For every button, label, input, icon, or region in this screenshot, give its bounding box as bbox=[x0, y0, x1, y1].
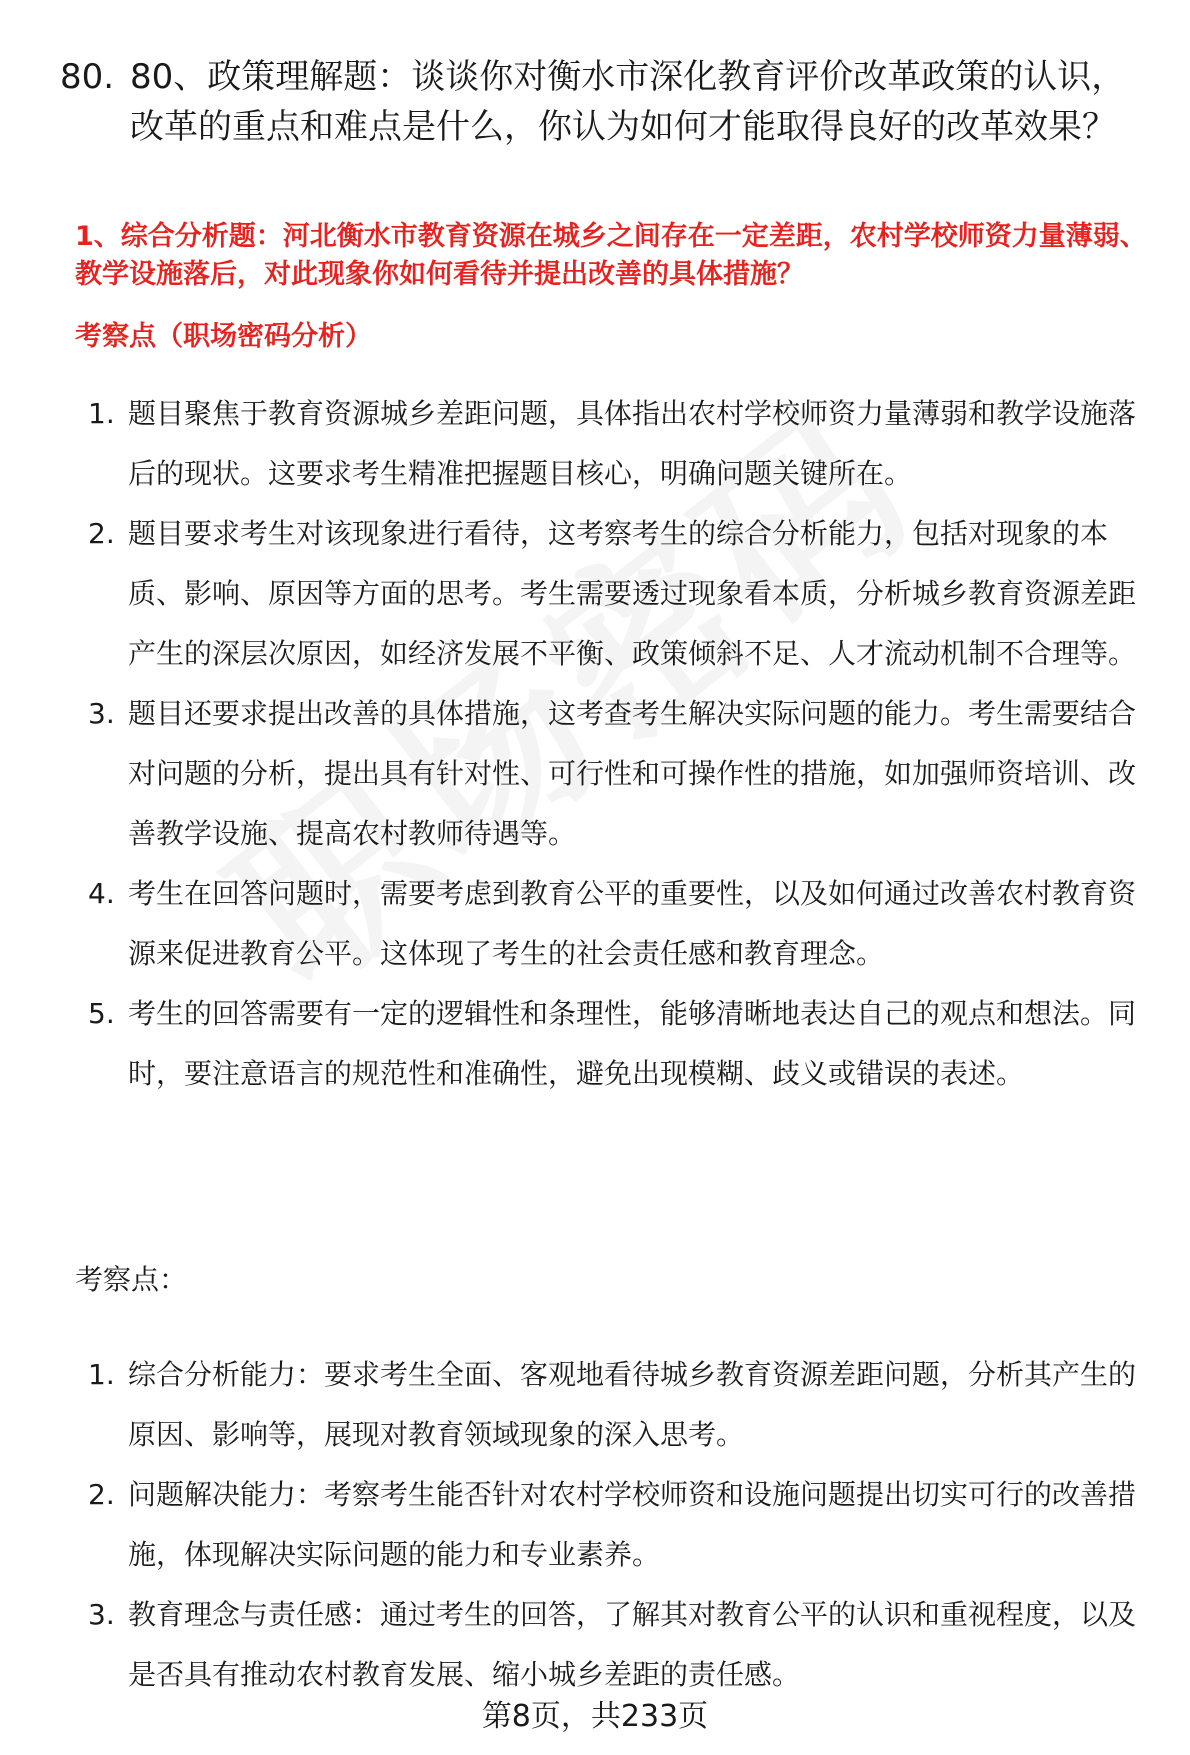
list-item bbox=[0, 384, 1148, 504]
question-text: 80、政策理解题：谈谈你对衡水市深化教育评价改革政策的认识，改革的重点和难点是什么，你认为如何才能取得良好的改革效果？ bbox=[130, 57, 1126, 147]
analysis-list bbox=[0, 384, 1148, 1104]
list-item-text: 考生的回答需要有一定的逻辑性和条理性，能够清晰地表达自己的观点和想法。同时，要注意语言的规范性和准确性，避免出现模糊、歧义或错误的表述。 bbox=[128, 997, 1137, 1090]
list-item-text: 题目还要求提出改善的具体措施，这考查考生解决实际问题的能力。考生需要结合对问题的分析，提出具有针对性、可行性和可操作性的措施，如加强师资培训、改善教学设施、提高农村教师待遇等。 bbox=[128, 697, 1137, 850]
list-item-text: 教育理念与责任感：通过考生的回答，了解其对教育公平的认识和重视程度，以及是否具有推动农村教育发展、缩小城乡差距的责任感。 bbox=[128, 1598, 1137, 1691]
list-item-number: 2. bbox=[88, 517, 115, 550]
list-item bbox=[0, 984, 1148, 1104]
question-heading bbox=[60, 52, 1150, 152]
question-number: 80. bbox=[60, 57, 115, 97]
list-item-number: 1. bbox=[88, 1358, 115, 1391]
list-item-number: 3. bbox=[88, 697, 115, 730]
list-item bbox=[0, 1345, 1148, 1465]
list-item bbox=[0, 1585, 1148, 1705]
list-item-text: 考生在回答问题时，需要考虑到教育公平的重要性，以及如何通过改善农村教育资源来促进教育公平。这体现了考生的社会责任感和教育理念。 bbox=[128, 877, 1137, 970]
list-item-text: 综合分析能力：要求考生全面、客观地看待城乡教育资源差距问题，分析其产生的原因、影响等，展现对教育领域现象的深入思考。 bbox=[128, 1358, 1137, 1451]
list-item-number: 4. bbox=[88, 877, 115, 910]
list-item-text: 问题解决能力：考察考生能否针对农村学校师资和设施问题提出切实可行的改善措施，体现解决实际问题的能力和专业素养。 bbox=[128, 1478, 1137, 1571]
list-item-number: 2. bbox=[88, 1478, 115, 1511]
points-list bbox=[0, 1345, 1148, 1705]
list-item bbox=[0, 864, 1148, 984]
list-item bbox=[0, 1465, 1148, 1585]
list-item-text: 题目要求考生对该现象进行看待，这考察考生的综合分析能力，包括对现象的本质、影响、原因等方面的思考。考生需要透过现象看本质，分析城乡教育资源差距产生的深层次原因，如经济发展不平衡、政策倾斜不足、人才流动机制不合理等。 bbox=[128, 517, 1137, 670]
list-item-number: 3. bbox=[88, 1598, 115, 1631]
highlighted-question: 1、综合分析题：河北衡水市教育资源在城乡之间存在一定差距，农村学校师资力量薄弱、教学设施落后，对此现象你如何看待并提出改善的具体措施？ bbox=[75, 221, 1147, 290]
list-item bbox=[0, 504, 1148, 684]
list-item-number: 1. bbox=[88, 397, 115, 430]
list-item-number: 5. bbox=[88, 997, 115, 1030]
page-number-footer: 第8页，共233页 bbox=[481, 1699, 709, 1734]
analysis-heading: 考察点（职场密码分析） bbox=[75, 321, 372, 352]
list-item-text: 题目聚焦于教育资源城乡差距问题，具体指出农村学校师资力量薄弱和教学设施落后的现状。这要求考生精准把握题目核心，明确问题关键所在。 bbox=[128, 397, 1137, 490]
list-item bbox=[0, 684, 1148, 864]
points-heading: 考察点： bbox=[75, 1263, 188, 1296]
